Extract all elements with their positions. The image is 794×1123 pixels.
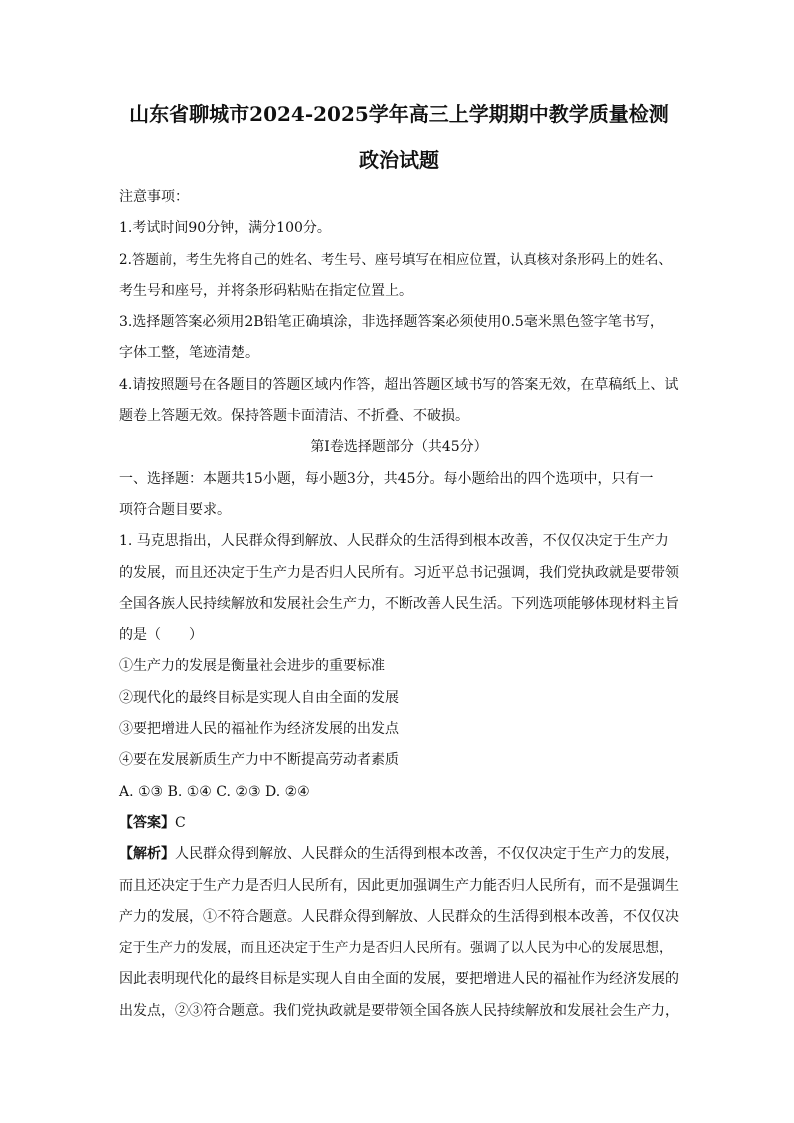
document-page <box>119 100 679 1027</box>
statement-item: ①生产力的发展是衡量社会进步的重要标准 <box>119 658 385 675</box>
analysis-line: 产力的发展，①不符合题意。人民群众得到解放、人民群众的生活得到根本改善，不仅仅决 <box>119 908 679 925</box>
document-body <box>119 182 679 1027</box>
note-line: 2.答题前，考生先将自己的姓名、考生号、座号填写在相应位置，认真核对条形码上的姓名、 <box>119 251 672 268</box>
analysis-line: 因此表明现代化的最终目标是实现人自由全面的发展，要把增进人民的福祉作为经济发展的 <box>119 971 679 988</box>
note-line: 考生号和座号，并将条形码粘贴在指定位置上。 <box>119 282 413 299</box>
note-line: 1.考试时间90分钟，满分100分。 <box>119 220 331 237</box>
statement-item: ②现代化的最终目标是实现人自由全面的发展 <box>119 689 399 706</box>
part-intro-line: 一、选择题：本题共15小题，每小题3分，共45分。每小题给出的四个选项中，只有一 <box>119 470 654 487</box>
analysis-label: 【解析】 <box>119 846 175 863</box>
part-intro-line: 项符合题目要求。 <box>119 501 231 518</box>
analysis-text: 人民群众得到解放、人民群众的生活得到根本改善，不仅仅决定于生产力的发展， <box>175 846 679 863</box>
note-line: 4.请按照题号在各题目的答题区域内作答，超出答题区域书写的答案无效，在草稿纸上、试 <box>119 376 679 393</box>
question-stem-line: 全国各族人民持续解放和发展社会生产力，不断改善人民生活。下列选项能够体现材料主旨 <box>119 595 679 612</box>
answer-value: C <box>175 814 186 831</box>
answer-line <box>119 808 679 839</box>
question-stem-line: 的发展，而且还决定于生产力是否归人民所有。习近平总书记强调，我们党执政就是要带领 <box>119 564 679 581</box>
analysis-line <box>119 839 679 870</box>
section-title: 第I卷选择题部分（共45分） <box>310 439 488 456</box>
answer-options: A. ①③ B. ①④ C. ②③ D. ②④ <box>119 783 310 800</box>
question-stem-line: 的是（ ） <box>119 627 203 644</box>
page-title: 山东省聊城市2024-2025学年高三上学期期中教学质量检测 <box>129 102 669 126</box>
question-stem-line: 1. 马克思指出，人民群众得到解放、人民群众的生活得到根本改善，不仅仅决定于生产力 <box>119 533 669 550</box>
statement-item: ④要在发展新质生产力中不断提高劳动者素质 <box>119 752 399 769</box>
notes-header: 注意事项： <box>119 189 189 205</box>
note-line: 字体工整，笔迹清楚。 <box>119 345 259 362</box>
note-line: 题卷上答题无效。保持答题卡面清洁、不折叠、不破损。 <box>119 408 469 425</box>
answer-label: 【答案】 <box>119 814 175 831</box>
note-line: 3.选择题答案必须用2B铅笔正确填涂，非选择题答案必须使用0.5毫米黑色签字笔书写， <box>119 314 664 331</box>
analysis-line: 定于生产力的发展，而且还决定于生产力是否归人民所有。强调了以人民为中心的发展思想， <box>119 940 673 957</box>
analysis-line: 而且还决定于生产力是否归人民所有，因此更加强调生产力能否归人民所有，而不是强调生 <box>119 877 679 894</box>
statement-item: ③要把增进人民的福祉作为经济发展的出发点 <box>119 721 399 738</box>
page-subtitle: 政治试题 <box>359 148 439 172</box>
analysis-line: 出发点，②③符合题意。我们党执政就是要带领全国各族人民持续解放和发展社会生产力， <box>119 1002 679 1019</box>
